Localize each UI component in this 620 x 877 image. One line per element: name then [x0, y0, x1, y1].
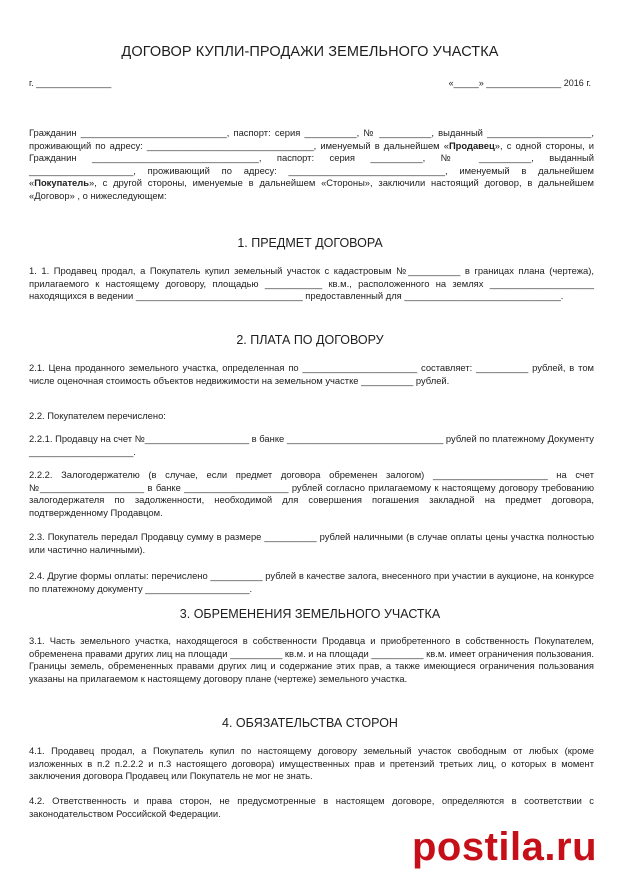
section-title-1: 1. ПРЕДМЕТ ДОГОВОРА — [237, 236, 383, 250]
paragraph-2-3: 2.3. Покупатель передал Продавцу сумму в размере __________ рублей наличными (в случае оплаты цены участка полностью или частично наличными). — [29, 531, 594, 555]
intro-text-2: », с одной стороны, и Гражданин ________________________________, паспорт: серия __________, № __________, выданный ____________________, проживающий по адресу: ______________________________, именуемый в дальнейшем « — [29, 139, 594, 189]
postila-watermark-logo[interactable]: postila.ru — [412, 825, 598, 869]
intro-text-3: », с другой стороны, именуемые в дальнейшем «Стороны», заключили настоящий договор, в дальнейшем «Договор» , о нижеследующем: — [29, 177, 594, 201]
paragraph-4-2: 4.2. Ответственность и права сторон, не предусмотренные в настоящем договоре, определяются в соответствии с законодательством Российской Федерации. — [29, 795, 594, 819]
section-title-3: 3. ОБРЕМЕНЕНИЯ ЗЕМЕЛЬНОГО УЧАСТКА — [179, 607, 441, 621]
paragraph-2-1: 2.1. Цена проданного земельного участка, определенная по ______________________ составляет: __________ рублей, в том числе оценочная стоимость объектов недвижимости на земельном участке __________ рублей. — [29, 362, 594, 386]
intro-buyer: Покупатель — [34, 177, 89, 189]
paragraph-2-2-1: 2.2.1. Продавцу на счет №____________________ в банке ______________________________ рублей по платежному Документу ____________________. — [29, 433, 594, 457]
intro-paragraph — [29, 127, 594, 203]
city-line: г. _______________ — [29, 78, 112, 88]
date-line: «_____» _______________ 2016 г. — [448, 78, 591, 88]
paragraph-2-4: 2.4. Другие формы оплаты: перечислено __________ рублей в качестве залога, внесенного при участии в аукционе, на конкурсе по платежному документу ____________________. — [29, 570, 594, 594]
paragraph-3-1: 3.1. Часть земельного участка, находящегося в собственности Продавца и приобретенного в собственность Покупателем, обременена правами других лиц на площади __________ кв.м. и на площади __________ кв.м. имеет ограничения пользования. Границы земель, обремененных правами других лиц и содержание этих прав, а также имеющиеся ограничения пользования указаны на прилагаемом к настоящему договору плане (чертеже) земельного участка. — [29, 635, 594, 684]
intro-text-1: Гражданин ____________________________, паспорт: серия __________, № __________, выданный ____________________, проживающий по адресу: ________________________________, именуемый в дальнейшем « — [29, 127, 594, 151]
paragraph-2-2-2: 2.2.2. Залогодержателю (в случае, если предмет договора обременен залогом) ______________________ на счет №____________________ в банке ____________________ рублей согласно прилагаемому к настоящему договору требованию залогодержателя по задолженности, необходимой для совершения погашения закладной на предмет договора, подтвержденному Продавцом. — [29, 469, 594, 518]
paragraph-2-2: 2.2. Покупателем перечислено: — [29, 410, 166, 421]
document-title: ДОГОВОР КУПЛИ-ПРОДАЖИ ЗЕМЕЛЬНОГО УЧАСТКА — [121, 44, 499, 60]
paragraph-4-1: 4.1. Продавец продал, а Покупатель купил по настоящему договору земельный участок свободным от любых (кроме изложенных в п.2 п.2.2.2 и п.3 настоящего договора) имущественных прав и претензий третьих лиц, о которых в момент заключения договора Продавец или Покупатель не мог не знать. — [29, 745, 594, 782]
section-title-4: 4. ОБЯЗАТЕЛЬСТВА СТОРОН — [222, 716, 398, 730]
paragraph-1-1: 1. 1. Продавец продал, а Покупатель купил земельный участок с кадастровым №__________ в границах плана (чертежа), прилагаемого к настоящему договору, площадью ___________ кв.м., расположенного на землях ____________________ находящихся в ведении ________________________________ предоставленный для ______________________________. — [29, 265, 594, 302]
section-title-2: 2. ПЛАТА ПО ДОГОВОРУ — [236, 333, 384, 347]
intro-seller: Продавец — [448, 139, 495, 151]
